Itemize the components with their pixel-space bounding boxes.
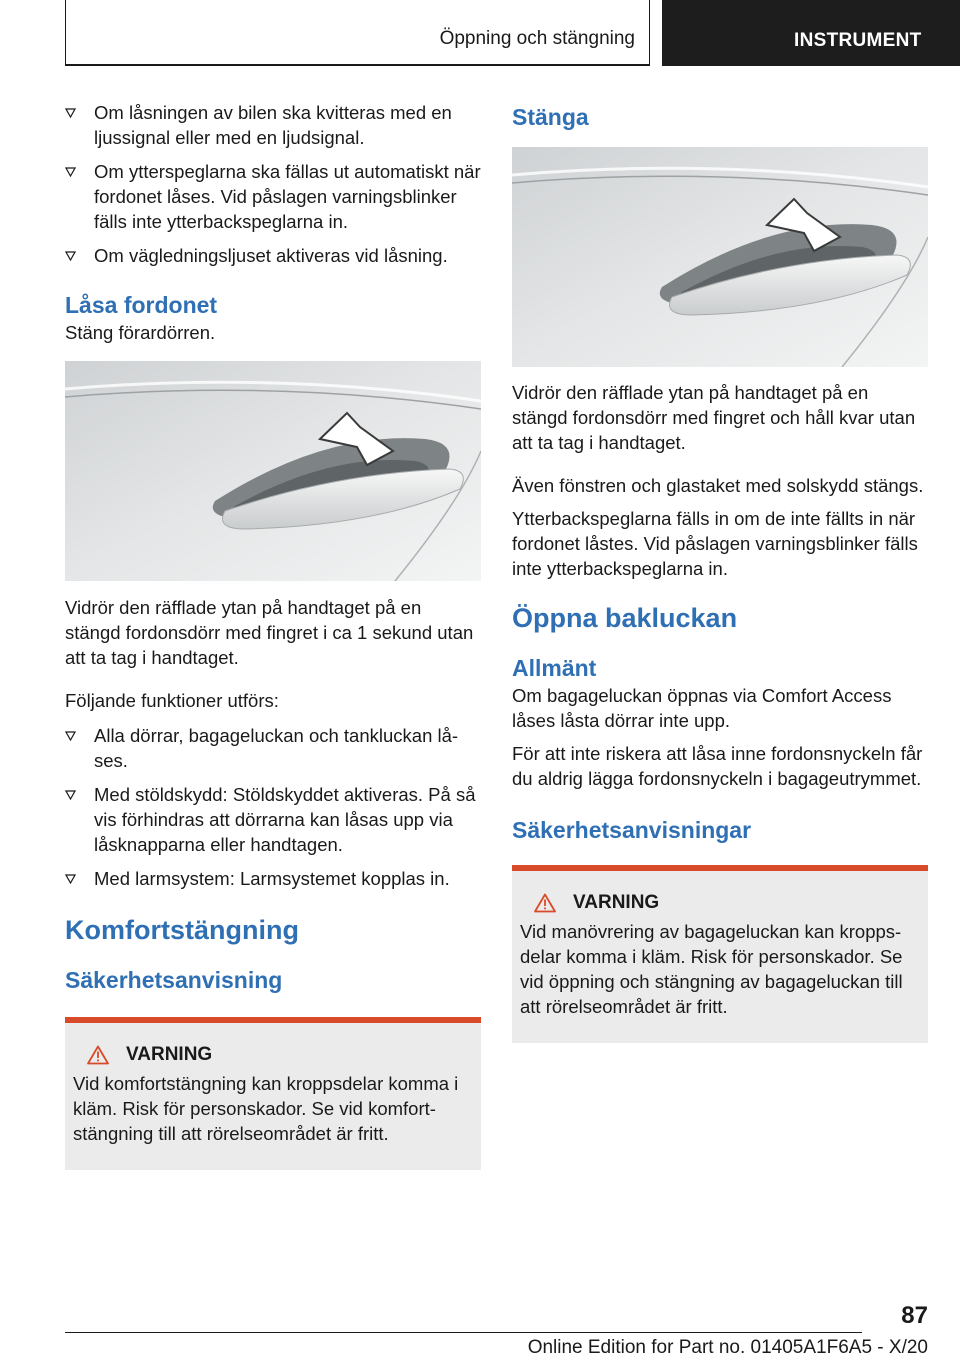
trunk-heading: Öppna bakluckan xyxy=(512,603,738,633)
warning-text: Vid komfortstängning kan kroppsdelar komma i kläm. Risk för personskador. Se vid komfortstängning till att rörelseområdet är fritt. xyxy=(73,1073,459,1144)
triangle-bullet-icon xyxy=(65,874,76,884)
functions-list xyxy=(65,723,481,891)
warning-title: VARNING xyxy=(126,1044,213,1065)
list-item: Om låsningen av bilen ska kvitteras med en ljussignal eller med en ljudsignal. xyxy=(65,100,481,150)
section-tab xyxy=(662,0,960,66)
general-heading: Allmänt xyxy=(512,655,597,681)
functions-intro: Följande funktioner utförs: xyxy=(65,690,279,711)
left-column xyxy=(65,100,481,1170)
warning-box xyxy=(512,865,928,1043)
lock-intro: Stäng förardörren. xyxy=(65,322,216,343)
warning-triangle-icon xyxy=(534,893,556,913)
triangle-bullet-icon xyxy=(65,731,76,741)
settings-bullet-list xyxy=(65,100,481,268)
triangle-bullet-icon xyxy=(65,108,76,118)
section-tab-label: INSTRUMENT xyxy=(794,30,922,51)
general-text-2: För att inte riskera att låsa inne fordonsnyckeln får du aldrig lägga fordonsnyckeln i bagageutrymmet. xyxy=(512,743,923,789)
list-item: Om vägledningsljuset aktiveras vid låsning. xyxy=(65,243,481,268)
general-text-1: Om bagageluckan öppnas via Comfort Access låses låsta dörrar inte upp. xyxy=(512,685,892,731)
comfort-heading: Komfortstängning xyxy=(65,915,299,945)
mirrors-text: Ytterbackspeglarna fälls in om de inte fällts in när fordonet låstes. Vid påslagen varningsblinker fälls inte ytterbackspeglarna in. xyxy=(512,508,918,579)
header-rule xyxy=(65,64,650,66)
triangle-bullet-icon xyxy=(65,790,76,800)
windows-text: Även fönstren och glastaket med solskydd stängs. xyxy=(512,475,924,496)
chapter-title: Öppning och stängning xyxy=(439,28,635,49)
list-item: Med stöldskydd: Stöldskyddet aktiveras. På så vis förhindras att dörrarna kan låsas upp via låsknapparna eller handtagen. xyxy=(65,782,481,857)
door-handle-lock-image xyxy=(65,361,481,581)
triangle-bullet-icon xyxy=(65,251,76,261)
list-item: Om ytterspeglarna ska fällas ut automatiskt när fordonet låses. Vid påslagen varningsblinker fälls inte ytterbackspeglarna in. xyxy=(65,159,481,234)
header-rule-right xyxy=(649,0,650,64)
list-item: Alla dörrar, bagageluckan och tankluckan låses. xyxy=(65,723,481,773)
lock-caption: Vidrör den räfflade ytan på handtaget på en stängd fordonsdörr med fingret i ca 1 sekund utan att ta tag i handtaget. xyxy=(65,597,474,668)
close-heading: Stänga xyxy=(512,104,589,130)
edition-note: Online Edition for Part no. 01405A1F6A5 - X/20 xyxy=(527,1337,928,1358)
list-item: Med larmsystem: Larmsystemet kopplas in. xyxy=(65,866,481,891)
lock-heading: Låsa fordonet xyxy=(65,292,218,318)
right-column xyxy=(512,100,928,1043)
footer-rule xyxy=(65,1332,862,1333)
safety-heading: Säkerhetsanvisning xyxy=(65,967,283,993)
door-handle-close-image xyxy=(512,147,928,367)
header-rule-left xyxy=(65,0,66,64)
safety-heading: Säkerhetsanvisningar xyxy=(512,817,752,843)
triangle-bullet-icon xyxy=(65,167,76,177)
warning-title: VARNING xyxy=(573,892,660,913)
warning-triangle-icon xyxy=(87,1045,109,1065)
page-number: 87 xyxy=(901,1302,928,1329)
close-caption: Vidrör den räfflade ytan på handtaget på en stängd fordonsdörr med fingret och håll kvar utan att ta tag i handtaget. xyxy=(512,382,916,453)
warning-box xyxy=(65,1017,481,1170)
warning-text: Vid manövrering av bagageluckan kan kroppsdelar komma i kläm. Risk för personskador. Se vid öppning och stängning av bagageluckan till att rörelseområdet är fritt. xyxy=(520,921,903,1017)
